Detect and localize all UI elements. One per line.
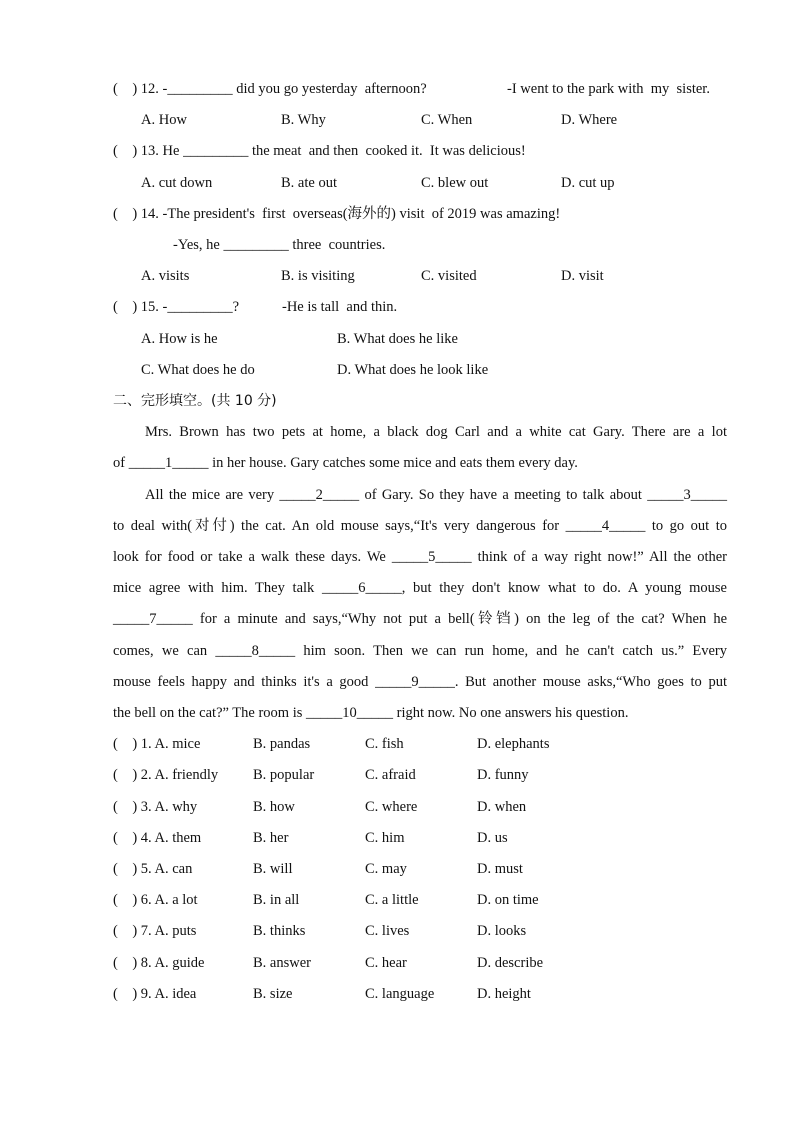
option-12-d: D. Where — [561, 112, 618, 128]
option-12-c: C. When — [421, 112, 473, 128]
cloze-option-7-c: C. lives — [365, 923, 410, 939]
option-15-c: C. What does he do — [141, 362, 255, 378]
cloze-question-8: ( ) 8. A. guide — [113, 955, 205, 971]
passage-line-8: comes, we can _____8_____ him soon. Then we can run home, and he can't catch us.” Every — [113, 643, 727, 659]
cloze-option-4-c: C. him — [365, 830, 405, 846]
passage-line-4: to deal with(对付) the cat. An old mouse says,“It's very dangerous for _____4_____ to go out to — [113, 518, 727, 534]
cloze-option-4-d: D. us — [477, 830, 508, 846]
cloze-option-4-b: B. her — [253, 830, 289, 846]
option-15-b: B. What does he like — [337, 331, 458, 347]
passage-line-9: mouse feels happy and thinks it's a good _____9_____. But another mouse asks,“Who goes to put — [113, 674, 727, 690]
cloze-question-7: ( ) 7. A. puts — [113, 923, 197, 939]
cloze-option-8-b: B. answer — [253, 955, 311, 971]
option-14-a: A. visits — [141, 268, 190, 284]
passage-line-6: mice agree with him. They talk _____6_____, but they don't know what to do. A young mouse — [113, 580, 727, 596]
option-14-c: C. visited — [421, 268, 477, 284]
option-13-a: A. cut down — [141, 175, 213, 191]
cloze-option-8-d: D. describe — [477, 955, 544, 971]
option-15-a: A. How is he — [141, 331, 218, 347]
passage-line-1: Mrs. Brown has two pets at home, a black dog Carl and a white cat Gary. There are a lot — [145, 424, 727, 440]
option-15-d: D. What does he look like — [337, 362, 489, 378]
question-13: ( ) 13. He _________ the meat and then cooked it. It was delicious! — [113, 143, 526, 159]
cloze-option-6-c: C. a little — [365, 892, 419, 908]
cloze-option-5-c: C. may — [365, 861, 407, 877]
cloze-option-3-b: B. how — [253, 799, 295, 815]
cloze-option-9-d: D. height — [477, 986, 531, 1002]
option-13-d: D. cut up — [561, 175, 615, 191]
option-14-b: B. is visiting — [281, 268, 355, 284]
cloze-option-5-d: D. must — [477, 861, 523, 877]
cloze-question-2: ( ) 2. A. friendly — [113, 767, 219, 783]
option-12-b: B. Why — [281, 112, 326, 128]
cloze-option-6-b: B. in all — [253, 892, 300, 908]
cloze-option-2-d: D. funny — [477, 767, 529, 783]
question-14-reply: -Yes, he _________ three countries. — [173, 237, 386, 253]
option-12-a: A. How — [141, 112, 187, 128]
cloze-question-1: ( ) 1. A. mice — [113, 736, 201, 752]
cloze-option-7-b: B. thinks — [253, 923, 306, 939]
cloze-option-3-d: D. when — [477, 799, 527, 815]
cloze-question-5: ( ) 5. A. can — [113, 861, 193, 877]
cloze-question-9: ( ) 9. A. idea — [113, 986, 197, 1002]
cloze-option-2-c: C. afraid — [365, 767, 416, 783]
cloze-option-1-b: B. pandas — [253, 736, 311, 752]
cloze-option-7-d: D. looks — [477, 923, 527, 939]
cloze-option-9-b: B. size — [253, 986, 293, 1002]
cloze-option-5-b: B. will — [253, 861, 293, 877]
cloze-option-1-d: D. elephants — [477, 736, 550, 752]
passage-line-5: look for food or take a walk these days. We _____5_____ think of a way right now!” All the other — [113, 549, 727, 565]
cloze-option-2-b: B. popular — [253, 767, 315, 783]
passage-line-10: the bell on the cat?” The room is _____10_____ right now. No one answers his question. — [113, 705, 629, 721]
passage-line-3: All the mice are very _____2_____ of Gary. So they have a meeting to talk about _____3_____ — [145, 487, 727, 503]
cloze-question-4: ( ) 4. A. them — [113, 830, 202, 846]
cloze-question-6: ( ) 6. A. a lot — [113, 892, 198, 908]
option-13-b: B. ate out — [281, 175, 337, 191]
option-14-d: D. visit — [561, 268, 604, 284]
question-15: ( ) 15. -_________? — [113, 299, 240, 315]
cloze-option-9-c: C. language — [365, 986, 435, 1002]
question-14: ( ) 14. -The president's first overseas(海外的) visit of 2019 was amazing! — [113, 206, 561, 222]
passage-line-7: _____7_____ for a minute and says,“Why not put a bell(铃铛) on the leg of the cat? When he — [113, 611, 727, 627]
option-13-c: C. blew out — [421, 175, 489, 191]
question-12: ( ) 12. -_________ did you go yesterday afternoon? — [113, 81, 427, 97]
section-title-cloze: 二、完形填空。(共 10 分) — [113, 393, 277, 409]
cloze-question-3: ( ) 3. A. why — [113, 799, 198, 815]
question-12-answer: -I went to the park with my sister. — [507, 81, 710, 97]
passage-line-2: of _____1_____ in her house. Gary catches some mice and eats them every day. — [113, 455, 578, 471]
cloze-option-3-c: C. where — [365, 799, 418, 815]
cloze-option-6-d: D. on time — [477, 892, 539, 908]
cloze-option-8-c: C. hear — [365, 955, 407, 971]
cloze-option-1-c: C. fish — [365, 736, 404, 752]
question-15-answer: -He is tall and thin. — [282, 299, 398, 315]
